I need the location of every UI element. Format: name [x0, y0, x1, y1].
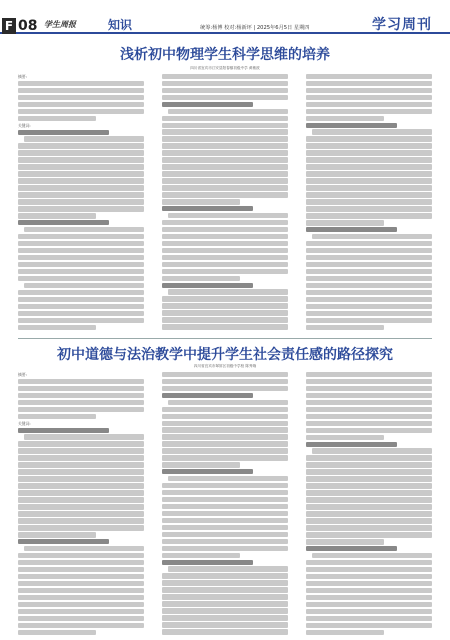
text-line: [18, 164, 144, 169]
text-line: [162, 310, 288, 315]
page-header: [0, 0, 450, 34]
text-line: [18, 325, 96, 330]
text-line: [18, 379, 144, 384]
text-line: [306, 136, 432, 141]
text-line: [306, 490, 432, 495]
text-line: [306, 123, 397, 128]
text-line: [306, 469, 432, 474]
text-line: [18, 213, 96, 218]
article-1-author: 四川省宜宾市江安县阳春镇初级中学 黄敏波: [190, 66, 260, 70]
text-line: [306, 581, 432, 586]
text-line: [18, 130, 109, 135]
text-line: [162, 102, 253, 107]
text-line: [306, 248, 432, 253]
text-line: [162, 560, 253, 565]
text-line: [18, 297, 144, 302]
text-line: [18, 469, 144, 474]
text-line: [306, 199, 432, 204]
text-line: [162, 220, 288, 225]
text-line: [18, 511, 144, 516]
text-line: [18, 269, 144, 274]
text-line: [306, 304, 432, 309]
text-line: [18, 518, 144, 523]
text-line: [306, 81, 432, 86]
text-line: [18, 311, 144, 316]
text-line: [162, 511, 288, 516]
text-line: [162, 539, 288, 544]
text-line: [18, 95, 144, 100]
text-line: [162, 171, 288, 176]
text-line: [18, 483, 144, 488]
text-line: [162, 553, 240, 558]
text-line: [162, 448, 288, 453]
text-line: [18, 192, 144, 197]
text-line: [162, 283, 253, 288]
article-2-column-1: [18, 372, 144, 636]
text-line: [18, 567, 144, 572]
text-line: [162, 421, 288, 426]
text-line: [162, 227, 288, 232]
text-line: [162, 573, 288, 578]
text-line: [18, 476, 144, 481]
text-line: [18, 234, 144, 239]
text-line: [18, 581, 144, 586]
text-line: [306, 74, 432, 79]
text-line: [162, 317, 288, 322]
text-line: [162, 490, 288, 495]
text-line: [162, 157, 288, 162]
text-line: [162, 136, 288, 141]
text-line: [306, 428, 432, 433]
article-2-column-2: [162, 372, 288, 636]
text-line: [306, 192, 432, 197]
text-line: [162, 185, 288, 190]
text-line: [162, 74, 288, 79]
text-line: [162, 178, 288, 183]
text-line: [162, 469, 253, 474]
text-line: [18, 290, 144, 295]
text-line: [306, 262, 432, 267]
text-line: [162, 248, 288, 253]
text-line: [312, 553, 432, 558]
article-2-abstract-label: 摘要:: [18, 372, 27, 377]
text-line: [306, 171, 432, 176]
text-line: [162, 580, 288, 585]
text-line: [18, 574, 144, 579]
text-line: [306, 442, 397, 447]
text-line: [306, 109, 432, 114]
text-line: [312, 129, 432, 134]
text-line: [18, 393, 144, 398]
text-line: [162, 324, 288, 329]
text-line: [162, 414, 288, 419]
text-line: [306, 567, 432, 572]
text-line: [18, 171, 144, 176]
text-line: [162, 393, 253, 398]
text-line: [306, 393, 432, 398]
text-line: [306, 532, 432, 537]
article-1-keywords-label: 关键词:: [18, 122, 31, 128]
text-line: [18, 185, 144, 190]
text-line: [162, 497, 288, 502]
text-line: [162, 608, 288, 613]
text-line: [18, 400, 144, 405]
page-number: 08: [18, 18, 38, 34]
text-line: [306, 386, 432, 391]
text-line: [306, 435, 384, 440]
page-number-badge: [2, 18, 40, 34]
text-line: [306, 379, 432, 384]
text-line: [162, 407, 288, 412]
text-line: [18, 428, 109, 433]
text-line: [18, 150, 144, 155]
text-line: [18, 623, 144, 628]
text-line: [162, 95, 288, 100]
text-line: [18, 490, 144, 495]
text-line: [306, 227, 397, 232]
brand-title: 学习周刊: [372, 17, 432, 33]
text-line: [24, 136, 144, 141]
text-line: [306, 400, 432, 405]
text-line: [162, 143, 288, 148]
text-line: [306, 595, 432, 600]
text-line: [306, 623, 432, 628]
text-line: [162, 587, 288, 592]
text-line: [18, 553, 144, 558]
text-line: [18, 609, 144, 614]
text-line: [162, 269, 288, 274]
text-line: [18, 318, 144, 323]
text-line: [168, 400, 288, 405]
text-line: [18, 504, 144, 509]
text-line: [306, 276, 432, 281]
text-line: [306, 164, 432, 169]
text-line: [18, 455, 144, 460]
text-line: [306, 504, 432, 509]
text-line: [162, 199, 240, 204]
text-line: [24, 546, 144, 551]
article-1-title: 浅析初中物理学生科学思维的培养: [120, 47, 330, 63]
text-line: [18, 262, 144, 267]
text-line: [18, 595, 144, 600]
text-line: [162, 276, 240, 281]
text-line: [306, 241, 432, 246]
text-line: [312, 234, 432, 239]
text-line: [306, 616, 432, 621]
text-line: [18, 448, 144, 453]
text-line: [18, 616, 144, 621]
text-line: [18, 462, 144, 467]
page-letter: F: [2, 18, 16, 34]
text-line: [162, 441, 288, 446]
text-line: [306, 311, 432, 316]
text-line: [24, 227, 144, 232]
text-line: [162, 532, 288, 537]
text-line: [24, 434, 144, 439]
text-line: [162, 255, 288, 260]
text-line: [162, 234, 288, 239]
text-line: [168, 476, 288, 481]
text-line: [306, 609, 432, 614]
issue-meta: 统筹:杨博 校对:杨新坪 | 2025年6月5日 星期四: [200, 25, 310, 31]
text-line: [306, 290, 432, 295]
text-line: [306, 602, 432, 607]
text-line: [18, 560, 144, 565]
text-line: [162, 594, 288, 599]
text-line: [306, 421, 432, 426]
text-line: [162, 81, 288, 86]
text-line: [306, 630, 384, 635]
text-line: [306, 325, 384, 330]
text-line: [306, 518, 432, 523]
text-line: [306, 560, 432, 565]
text-line: [18, 255, 144, 260]
text-line: [162, 504, 288, 509]
text-line: [168, 213, 288, 218]
text-line: [306, 476, 432, 481]
text-line: [18, 304, 144, 309]
text-line: [162, 150, 288, 155]
text-line: [306, 220, 384, 225]
text-line: [162, 88, 288, 93]
text-line: [162, 192, 288, 197]
text-line: [306, 497, 432, 502]
text-line: [306, 407, 432, 412]
text-line: [312, 448, 432, 453]
text-line: [18, 81, 144, 86]
text-line: [18, 525, 144, 530]
text-line: [18, 386, 144, 391]
text-line: [306, 213, 432, 218]
text-line: [306, 546, 397, 551]
text-line: [18, 157, 144, 162]
text-line: [168, 109, 288, 114]
text-line: [18, 220, 109, 225]
text-line: [18, 414, 96, 419]
text-line: [306, 525, 432, 530]
text-line: [18, 532, 96, 537]
column-label: 知识: [108, 18, 133, 32]
text-line: [306, 297, 432, 302]
text-line: [162, 164, 288, 169]
text-line: [18, 88, 144, 93]
text-line: [168, 289, 288, 294]
text-line: [162, 427, 288, 432]
text-line: [18, 630, 96, 635]
text-line: [162, 518, 288, 523]
text-line: [306, 178, 432, 183]
text-line: [306, 150, 432, 155]
text-line: [162, 483, 288, 488]
text-line: [18, 116, 96, 121]
article-2-author: 四川省宜宾市翠屏区初级中学校 陈秀娥: [193, 364, 257, 368]
text-line: [162, 546, 288, 551]
article-1-column-3: [306, 74, 432, 336]
text-line: [18, 497, 144, 502]
section-divider: [18, 338, 432, 339]
text-line: [162, 206, 253, 211]
article-2-keywords-label: 关键词:: [18, 420, 31, 426]
text-line: [306, 157, 432, 162]
text-line: [306, 143, 432, 148]
text-line: [162, 615, 288, 620]
text-line: [18, 276, 144, 281]
text-line: [18, 407, 144, 412]
text-line: [306, 511, 432, 516]
text-line: [306, 283, 432, 288]
text-line: [18, 143, 144, 148]
article-1-abstract-label: 摘要:: [18, 74, 27, 79]
text-line: [306, 318, 432, 323]
text-line: [18, 539, 109, 544]
text-line: [162, 123, 288, 128]
text-line: [162, 303, 288, 308]
text-line: [162, 525, 288, 530]
text-line: [306, 574, 432, 579]
text-line: [306, 102, 432, 107]
text-line: [18, 602, 144, 607]
text-line: [162, 434, 288, 439]
text-line: [306, 539, 384, 544]
text-line: [306, 414, 432, 419]
text-line: [306, 116, 384, 121]
text-line: [18, 441, 144, 446]
text-line: [18, 588, 144, 593]
text-line: [24, 283, 144, 288]
text-line: [306, 588, 432, 593]
text-line: [162, 241, 288, 246]
text-line: [162, 379, 288, 384]
text-line: [168, 566, 288, 571]
text-line: [18, 206, 144, 211]
text-line: [162, 622, 288, 627]
text-line: [306, 269, 432, 274]
text-line: [18, 109, 144, 114]
text-line: [306, 95, 432, 100]
text-line: [306, 185, 432, 190]
text-line: [162, 116, 288, 121]
article-2-column-3: [306, 372, 432, 636]
text-line: [18, 178, 144, 183]
newspaper-logo: 学生周报: [44, 19, 76, 29]
text-line: [18, 241, 144, 246]
text-line: [162, 386, 288, 391]
text-line: [162, 462, 240, 467]
text-line: [162, 262, 288, 267]
text-line: [306, 372, 432, 377]
text-line: [306, 455, 432, 460]
text-line: [18, 199, 144, 204]
text-line: [162, 629, 288, 634]
text-line: [306, 462, 432, 467]
article-1-column-1: [18, 74, 144, 336]
text-line: [162, 296, 288, 301]
text-line: [306, 483, 432, 488]
article-2-title: 初中道德与法治教学中提升学生社会责任感的路径探究: [57, 347, 393, 363]
text-line: [162, 455, 288, 460]
article-1-column-2: [162, 74, 288, 336]
text-line: [162, 601, 288, 606]
text-line: [18, 102, 144, 107]
text-line: [306, 255, 432, 260]
text-line: [162, 372, 288, 377]
text-line: [306, 206, 432, 211]
text-line: [18, 248, 144, 253]
text-line: [162, 129, 288, 134]
text-line: [306, 88, 432, 93]
